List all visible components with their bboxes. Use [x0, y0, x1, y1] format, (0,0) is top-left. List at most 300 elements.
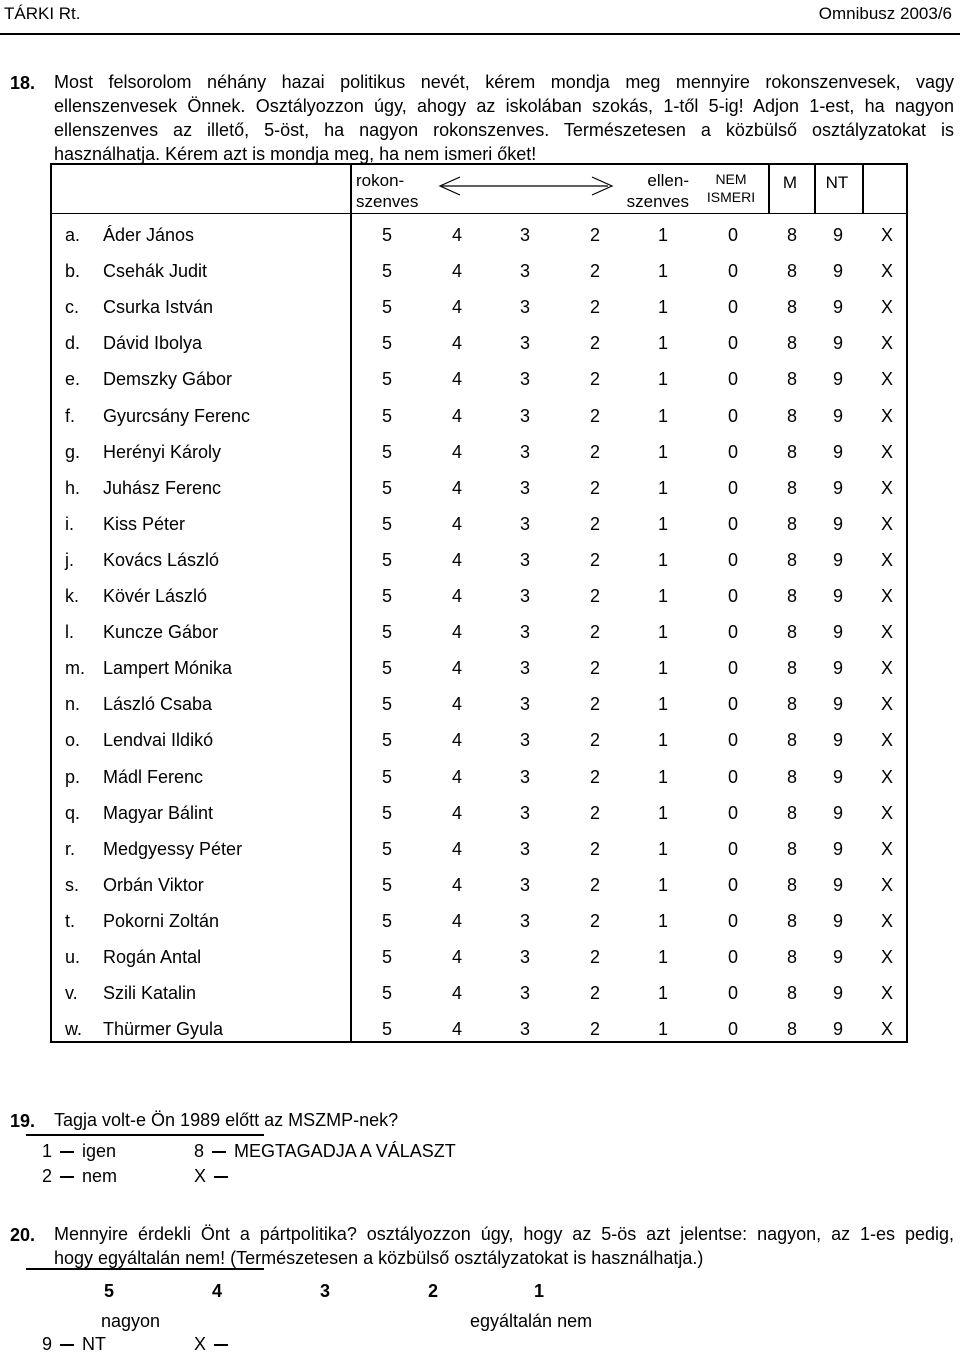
rating-code-option[interactable]: 4 [451, 730, 462, 751]
rating-code-option[interactable]: 1 [657, 947, 668, 967]
row-letter: c. [65, 297, 80, 318]
rating-code-option[interactable]: 1 [657, 874, 668, 895]
rating-code-option[interactable]: 1 [657, 333, 668, 354]
rating-code-option[interactable]: 0 [727, 441, 738, 462]
row-letter: a. [65, 225, 81, 245]
rating-code-option[interactable]: 5 [381, 838, 392, 859]
rating-code-option[interactable]: 1 [657, 658, 668, 679]
q19-option-8-label: MEGTAGADJA A VÁLASZT [234, 1141, 456, 1161]
rating-code-option[interactable]: 3 [519, 441, 530, 462]
rating-code-option[interactable]: 4 [451, 225, 462, 245]
rating-code-option[interactable]: 5 [381, 910, 392, 931]
rating-code-option[interactable]: 4 [451, 983, 462, 1004]
rating-code-option[interactable]: 4 [451, 261, 462, 282]
row-letter: l. [65, 622, 74, 643]
rating-code-option[interactable]: 1 [657, 549, 668, 570]
rating-code-option[interactable]: 4 [451, 947, 462, 967]
q20-scale-1[interactable]: 1 [534, 1281, 545, 1301]
rating-code-option[interactable]: 0 [727, 261, 738, 282]
rating-code-option[interactable]: 8 [786, 766, 797, 787]
rating-code-option[interactable]: 5 [381, 477, 392, 498]
rating-code-option[interactable]: 5 [381, 333, 392, 354]
table-row [2, 723, 893, 759]
header-ellenszenves-line1: ellen- [647, 171, 689, 190]
rating-code-option[interactable]: 3 [519, 947, 530, 967]
row-letter: g. [65, 441, 81, 462]
rating-code-option[interactable]: 9 [832, 586, 843, 606]
table-row [2, 868, 893, 904]
rating-code-option[interactable]: 4 [451, 766, 462, 787]
rating-code-option[interactable]: 0 [727, 910, 738, 931]
rating-code-option[interactable]: 4 [451, 477, 462, 498]
rating-code-option[interactable]: X [880, 802, 893, 823]
rating-code-option[interactable]: X [880, 838, 893, 859]
q19-option-8-code: 8 [194, 1141, 205, 1161]
table-row [2, 832, 893, 868]
header-rokonszenves-line2: szenves [356, 192, 419, 211]
rating-code-option[interactable]: 3 [519, 766, 530, 787]
rating-code-option[interactable]: X [880, 261, 893, 282]
rating-code-option[interactable]: 2 [589, 947, 600, 967]
rating-code-option[interactable]: 2 [589, 477, 600, 498]
row-letter: k. [65, 586, 80, 606]
q19-option-1[interactable] [42, 1141, 116, 1162]
q20-scale-2[interactable]: 2 [428, 1281, 439, 1301]
rating-code-option[interactable]: 1 [657, 477, 668, 498]
rating-code-option[interactable]: 4 [451, 694, 462, 715]
rating-code-option[interactable]: 2 [589, 225, 600, 245]
row-letter: e. [65, 369, 81, 390]
rating-code-option[interactable]: 1 [657, 910, 668, 931]
q20-scale-left-label: nagyon [101, 1311, 161, 1331]
rating-code-option[interactable]: 0 [727, 405, 738, 426]
rating-code-option[interactable]: 9 [832, 513, 843, 534]
rating-code-option[interactable]: 5 [381, 730, 392, 751]
rating-code-option[interactable]: 0 [727, 983, 738, 1004]
table-row [2, 687, 893, 723]
rating-code-option[interactable]: 3 [519, 225, 530, 245]
rating-code-option[interactable]: 0 [727, 586, 738, 606]
rating-code-option[interactable]: X [880, 549, 893, 570]
rating-code-option[interactable]: 0 [727, 874, 738, 895]
rating-code-option[interactable]: X [880, 225, 893, 245]
rating-code-option[interactable]: 8 [786, 441, 797, 462]
rating-code-option[interactable]: 4 [451, 333, 462, 354]
rating-code-option[interactable]: 1 [657, 586, 668, 606]
rating-code-option[interactable]: 1 [657, 441, 668, 462]
rating-code-option[interactable]: 8 [786, 910, 797, 931]
rating-code-option[interactable]: 3 [519, 333, 530, 354]
q20-scale-3[interactable]: 3 [320, 1281, 331, 1301]
rating-code-option[interactable]: 8 [786, 622, 797, 643]
rating-code-option[interactable]: 9 [832, 297, 843, 318]
rating-code-option[interactable]: 2 [589, 405, 600, 426]
rating-code-option[interactable]: 1 [657, 694, 668, 715]
rating-code-option[interactable]: X [880, 441, 893, 462]
q20-scale-4[interactable]: 4 [212, 1281, 223, 1301]
rating-code-option[interactable]: 9 [832, 874, 843, 895]
rating-code-option[interactable]: 0 [727, 369, 738, 390]
q20-scale-5[interactable]: 5 [104, 1281, 115, 1301]
rating-code-option[interactable]: 8 [786, 549, 797, 570]
politician-name: Magyar Bálint [103, 802, 214, 823]
rating-code-option[interactable]: 2 [589, 838, 600, 859]
rating-code-option[interactable]: 8 [786, 405, 797, 426]
q20-line-2: hogy egyáltalán nem! (Természetesen a közbülső osztályzatokat is használhatja.) [54, 1248, 704, 1268]
politician-name: Demszky Gábor [103, 369, 233, 390]
rating-code-option[interactable]: 1 [657, 225, 668, 245]
rating-code-option[interactable]: 8 [786, 658, 797, 679]
rating-code-option[interactable]: 9 [832, 766, 843, 787]
rating-code-option[interactable]: 4 [451, 405, 462, 426]
rating-code-option[interactable]: 5 [381, 694, 392, 715]
rating-code-option[interactable]: 4 [451, 910, 462, 931]
rating-code-option[interactable]: 1 [657, 730, 668, 751]
rating-code-option[interactable]: 9 [832, 261, 843, 282]
table-row [2, 435, 893, 471]
table-row [2, 471, 893, 507]
politician-name: Thürmer Gyula [103, 1019, 224, 1040]
rating-code-option[interactable]: 8 [786, 261, 797, 282]
rating-code-option[interactable]: 9 [832, 549, 843, 570]
rating-code-option[interactable]: 8 [786, 694, 797, 715]
table-row [2, 976, 893, 1012]
rating-code-option[interactable]: 3 [519, 694, 530, 715]
rating-code-option[interactable]: 5 [381, 947, 392, 967]
table-divider-end [862, 165, 864, 213]
rating-code-option[interactable]: 2 [589, 441, 600, 462]
rating-code-option[interactable]: 5 [381, 405, 392, 426]
table-row [2, 507, 893, 543]
header-nem-ismeri-line1: NEM [715, 171, 747, 187]
rating-code-option[interactable]: 1 [657, 622, 668, 643]
rating-code-option[interactable]: 4 [451, 369, 462, 390]
rating-code-option[interactable]: 3 [519, 477, 530, 498]
rating-code-option[interactable]: 9 [832, 333, 843, 354]
row-letter: j. [65, 549, 74, 570]
rating-code-option[interactable]: 4 [451, 513, 462, 534]
rating-code-option[interactable]: 9 [832, 730, 843, 751]
rating-code-option[interactable]: 1 [657, 369, 668, 390]
rating-code-option[interactable]: 5 [381, 658, 392, 679]
rating-code-option[interactable]: 5 [381, 369, 392, 390]
row-letter: m. [65, 658, 85, 679]
politician-name: László Csaba [103, 694, 213, 715]
rating-code-option[interactable]: 8 [786, 730, 797, 751]
rating-code-option[interactable]: X [880, 766, 893, 787]
rating-code-option[interactable]: 0 [727, 549, 738, 570]
header-rokonszenves-line1: rokon- [356, 171, 405, 190]
rating-code-option[interactable]: 2 [589, 586, 600, 606]
q20-scale-right-label: egyáltalán nem [470, 1311, 593, 1331]
rating-code-option[interactable]: 1 [657, 513, 668, 534]
rating-code-option[interactable]: 0 [727, 297, 738, 318]
rating-code-option[interactable]: 5 [381, 549, 392, 570]
rating-code-option[interactable]: 8 [786, 477, 797, 498]
rating-code-option[interactable]: 4 [451, 658, 462, 679]
dash-icon [60, 1176, 74, 1178]
rating-code-option[interactable]: 0 [727, 730, 738, 751]
row-letter: u. [65, 947, 81, 967]
table-divider-m [768, 165, 770, 213]
row-letter: v. [65, 983, 78, 1004]
rating-code-option[interactable]: 9 [832, 802, 843, 823]
rating-code-option[interactable]: X [880, 658, 893, 679]
rating-code-option[interactable]: 9 [832, 658, 843, 679]
rating-code-option[interactable]: 5 [381, 586, 392, 606]
rating-code-option[interactable]: 1 [657, 766, 668, 787]
rating-code-option[interactable]: 0 [727, 225, 738, 245]
politician-name: Medgyessy Péter [103, 838, 243, 859]
rating-code-option[interactable]: 3 [519, 802, 530, 823]
rating-code-option[interactable]: 4 [451, 874, 462, 895]
q19-option-x-code: X [194, 1166, 207, 1186]
q20-line-1: Mennyire érdekli Önt a pártpolitika? osztályozzon úgy, hogy az 5-ös azt jelentse: nagyon, az 1-es pedig, [54, 1224, 954, 1244]
rating-code-option[interactable]: 2 [589, 874, 600, 895]
rating-code-option[interactable]: 8 [786, 586, 797, 606]
row-letter: d. [65, 333, 81, 354]
rating-code-option[interactable]: X [880, 694, 893, 715]
q18-line-3: ellenszenves az illető, 5-öst, ha nagyon rokonszenves. Természetesen a közbülső osztályzatokat is [54, 120, 954, 140]
rating-code-option[interactable]: 8 [786, 874, 797, 895]
politician-name: Herényi Károly [103, 441, 222, 462]
rating-code-option[interactable]: 8 [786, 369, 797, 390]
rating-code-option[interactable]: 9 [832, 405, 843, 426]
q20-option-x-code: X [194, 1334, 207, 1354]
rating-code-option[interactable]: 3 [519, 297, 530, 318]
rating-code-option[interactable]: X [880, 947, 893, 967]
q19-option-2[interactable] [42, 1166, 117, 1187]
rating-code-option[interactable]: 4 [451, 802, 462, 823]
rating-code-option[interactable]: 8 [786, 983, 797, 1004]
q19-option-2-code: 2 [42, 1166, 53, 1186]
rating-code-option[interactable]: 0 [727, 1019, 738, 1040]
row-letter: h. [65, 477, 81, 498]
rating-code-option[interactable]: 5 [381, 513, 392, 534]
rating-code-option[interactable]: 5 [381, 874, 392, 895]
table-row [2, 940, 893, 976]
rating-code-option[interactable]: 4 [451, 1019, 462, 1040]
rating-code-option[interactable]: 3 [519, 513, 530, 534]
rating-code-option[interactable]: 5 [381, 297, 392, 318]
rating-code-option[interactable]: 5 [381, 1019, 392, 1040]
rating-code-option[interactable]: 0 [727, 513, 738, 534]
rating-code-option[interactable]: X [880, 513, 893, 534]
rating-code-option[interactable]: 5 [381, 983, 392, 1004]
header-ellenszenves-line2: szenves [626, 192, 689, 211]
header-nem-ismeri-line2: ISMERI [706, 189, 756, 205]
rating-code-option[interactable]: 0 [727, 947, 738, 967]
table-row [2, 904, 893, 940]
rating-code-option[interactable]: 3 [519, 910, 530, 931]
row-letter: s. [65, 874, 80, 895]
dash-icon [60, 1151, 74, 1153]
rating-code-option[interactable]: 2 [589, 549, 600, 570]
rating-code-option[interactable]: 4 [451, 622, 462, 643]
rating-code-option[interactable]: 2 [589, 658, 600, 679]
rating-code-option[interactable]: 2 [589, 513, 600, 534]
rating-code-option[interactable]: 8 [786, 513, 797, 534]
row-letter: n. [65, 694, 81, 715]
rating-code-option[interactable]: 0 [727, 802, 738, 823]
rating-code-option[interactable]: 9 [832, 369, 843, 390]
rating-code-option[interactable]: 8 [786, 225, 797, 245]
rating-code-option[interactable]: 3 [519, 586, 530, 606]
rating-code-option[interactable]: 9 [832, 947, 843, 967]
rating-code-option[interactable]: 5 [381, 766, 392, 787]
rating-code-option[interactable]: 0 [727, 477, 738, 498]
table-header-line [52, 213, 906, 214]
rating-code-option[interactable]: 4 [451, 297, 462, 318]
row-letter: r. [65, 838, 76, 859]
rating-code-option[interactable]: 4 [451, 549, 462, 570]
rating-code-option[interactable]: 2 [589, 622, 600, 643]
rating-code-option[interactable]: 0 [727, 838, 738, 859]
rating-code-option[interactable]: 8 [786, 333, 797, 354]
rating-code-option[interactable]: 4 [451, 586, 462, 606]
q20-option-x[interactable] [194, 1334, 236, 1355]
row-letter: t. [65, 910, 76, 931]
q18-text [54, 70, 954, 166]
q18-line-2: ellenszenvesek Önnek. Osztályozzon úgy, ahogy az iskolában szokás, 1-től 5-ig! Adjon 1-est, ha nagyon [54, 96, 954, 116]
rating-code-option[interactable]: 2 [589, 910, 600, 931]
rating-code-option[interactable]: 3 [519, 874, 530, 895]
rating-code-option[interactable]: 4 [451, 441, 462, 462]
rating-code-option[interactable]: 0 [727, 766, 738, 787]
dash-icon [212, 1151, 226, 1153]
rating-code-option[interactable]: 2 [589, 297, 600, 318]
header-m: M [782, 173, 798, 192]
rating-code-option[interactable]: 2 [589, 730, 600, 751]
rating-code-option[interactable]: 5 [381, 802, 392, 823]
rating-code-option[interactable]: 0 [727, 658, 738, 679]
politician-name: Pokorni Zoltán [103, 910, 220, 931]
header-divider [0, 33, 960, 35]
rating-code-option[interactable]: 3 [519, 983, 530, 1004]
rating-code-option[interactable]: 1 [657, 405, 668, 426]
rating-code-option[interactable]: 2 [589, 694, 600, 715]
politician-name: Kövér László [103, 586, 208, 606]
rating-code-option[interactable]: 2 [589, 369, 600, 390]
dash-icon [214, 1344, 228, 1346]
q19-option-1-code: 1 [42, 1141, 53, 1161]
q18-number: 18. [10, 73, 36, 93]
politician-name: Áder János [103, 225, 195, 245]
rating-code-option[interactable]: 2 [589, 261, 600, 282]
row-letter: q. [65, 802, 81, 823]
row-letter: o. [65, 730, 81, 751]
rating-code-option[interactable]: 2 [589, 983, 600, 1004]
q20-number: 20. [10, 1225, 36, 1245]
rating-code-option[interactable]: 5 [381, 261, 392, 282]
rating-code-option[interactable]: 0 [727, 622, 738, 643]
rating-code-option[interactable]: 1 [657, 802, 668, 823]
rating-code-option[interactable]: 2 [589, 766, 600, 787]
rating-code-option[interactable]: 3 [519, 261, 530, 282]
rating-code-option[interactable]: 1 [657, 983, 668, 1004]
rating-code-option[interactable]: 9 [832, 910, 843, 931]
rating-code-option[interactable]: 3 [519, 658, 530, 679]
q19-option-x[interactable] [194, 1166, 236, 1187]
rating-code-option[interactable]: X [880, 730, 893, 751]
q18-line-4: használhatja. Kérem azt is mondja meg, ha nem ismeri őket! [54, 144, 537, 164]
q20-option-9[interactable] [42, 1334, 106, 1355]
rating-code-option[interactable]: 8 [786, 297, 797, 318]
table-row [2, 399, 893, 435]
dash-icon [60, 1344, 74, 1346]
rating-code-option[interactable]: 8 [786, 1019, 797, 1040]
rating-code-option[interactable]: X [880, 405, 893, 426]
rating-code-option[interactable]: 1 [657, 1019, 668, 1040]
rating-code-option[interactable]: X [880, 369, 893, 390]
rating-code-option[interactable]: X [880, 586, 893, 606]
rating-code-option[interactable]: 9 [832, 694, 843, 715]
rating-code-option[interactable]: 9 [832, 441, 843, 462]
table-row [2, 760, 893, 796]
rating-code-option[interactable]: X [880, 333, 893, 354]
rating-code-option[interactable]: 9 [832, 983, 843, 1004]
rating-code-option[interactable]: 9 [832, 1019, 843, 1040]
q20-text [54, 1222, 954, 1270]
rating-code-option[interactable]: 0 [727, 333, 738, 354]
table-row [2, 579, 893, 615]
q20-option-9-label: NT [82, 1334, 107, 1354]
rating-code-option[interactable]: 2 [589, 333, 600, 354]
rating-code-option[interactable]: X [880, 1019, 893, 1040]
q19-underline [26, 1134, 264, 1136]
rating-code-option[interactable]: 3 [519, 1019, 530, 1040]
row-letter: w. [65, 1019, 83, 1040]
rating-code-option[interactable]: 8 [786, 947, 797, 967]
rating-code-option[interactable]: 3 [519, 549, 530, 570]
table-row [2, 796, 893, 832]
rating-code-option[interactable]: X [880, 983, 893, 1004]
rating-code-option[interactable]: 3 [519, 369, 530, 390]
rating-code-option[interactable]: X [880, 622, 893, 643]
rating-code-option[interactable]: 3 [519, 405, 530, 426]
rating-code-option[interactable]: 5 [381, 622, 392, 643]
rating-code-option[interactable]: 1 [657, 297, 668, 318]
rating-code-option[interactable]: 8 [786, 838, 797, 859]
rating-code-option[interactable]: X [880, 910, 893, 931]
rating-code-option[interactable]: 2 [589, 802, 600, 823]
rating-code-option[interactable]: 2 [589, 1019, 600, 1040]
rating-code-option[interactable]: 9 [832, 622, 843, 643]
row-letter: i. [65, 513, 74, 534]
rating-code-option[interactable]: 3 [519, 622, 530, 643]
q19-option-2-label: nem [82, 1166, 118, 1186]
rating-code-option[interactable]: 5 [381, 225, 392, 245]
rating-code-option[interactable]: 1 [657, 838, 668, 859]
rating-code-option[interactable]: 9 [832, 225, 843, 245]
rating-code-option[interactable]: 9 [832, 477, 843, 498]
table-row [2, 326, 893, 362]
rating-code-option[interactable]: X [880, 477, 893, 498]
rating-code-option[interactable]: 3 [519, 838, 530, 859]
q19-option-1-label: igen [82, 1141, 117, 1161]
rating-code-option[interactable]: 9 [832, 838, 843, 859]
politician-name: Csehák Judit [103, 261, 208, 282]
rating-code-option[interactable]: X [880, 874, 893, 895]
rating-code-option[interactable]: 5 [381, 441, 392, 462]
rating-code-option[interactable]: X [880, 297, 893, 318]
q19-option-8[interactable] [194, 1141, 456, 1162]
rating-code-option[interactable]: 8 [786, 802, 797, 823]
rating-code-option[interactable]: 1 [657, 261, 668, 282]
rating-code-option[interactable]: 3 [519, 730, 530, 751]
rating-code-option[interactable]: 4 [451, 838, 462, 859]
rating-code-option[interactable]: 0 [727, 694, 738, 715]
